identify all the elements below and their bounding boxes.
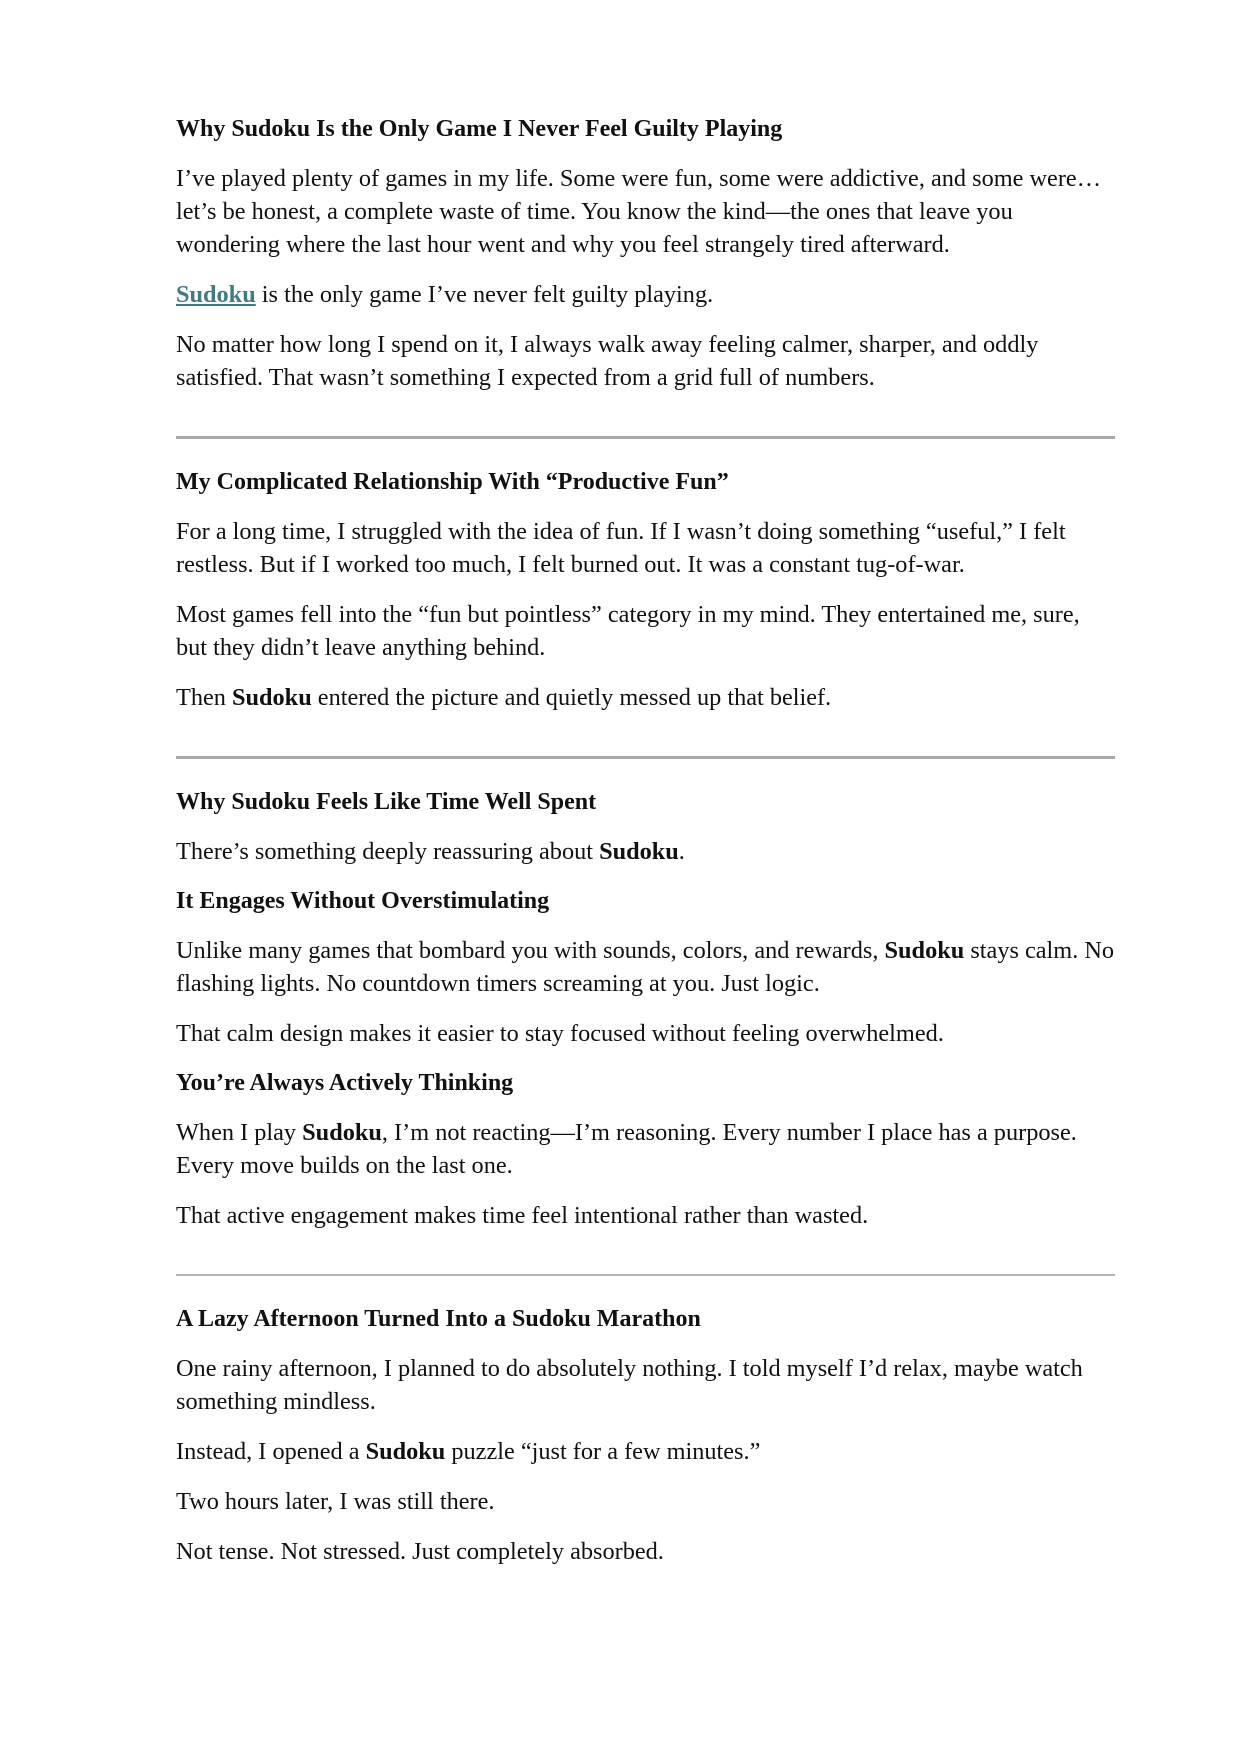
paragraph-text: There’s something deeply reassuring about	[176, 838, 600, 865]
subheading: It Engages Without Overstimulating	[176, 888, 550, 914]
bold-term: Sudoku	[884, 937, 965, 964]
paragraph: One rainy afternoon, I planned to do absolutely nothing. I told myself I’d relax, maybe watch something mindless.	[176, 1355, 1083, 1415]
paragraph: Most games fell into the “fun but pointless” category in my mind. They entertained me, sure, but they didn’t leave anything behind.	[176, 601, 1080, 661]
paragraph	[176, 681, 1115, 714]
paragraph-text: entered the picture and quietly messed up that belief.	[311, 684, 832, 711]
paragraph-text: Instead, I opened a	[176, 1438, 366, 1465]
paragraph	[176, 278, 1115, 311]
paragraph-text: Unlike many games that bombard you with sounds, colors, and rewards,	[176, 937, 885, 964]
section-guilt-free	[176, 113, 1115, 394]
paragraph-text: Then	[176, 684, 232, 711]
bold-term: Sudoku	[365, 1438, 446, 1465]
paragraph: Not tense. Not stressed. Just completely absorbed.	[176, 1538, 664, 1565]
paragraph-text: When I play	[176, 1119, 303, 1146]
section-heading: My Complicated Relationship With “Productive Fun”	[176, 469, 729, 495]
paragraph-text: , I’m not reacting—I’m reasoning. Every number I place has a purpose. Every move builds on the last one.	[176, 1119, 1077, 1179]
bold-term: Sudoku	[232, 684, 312, 711]
section-heading: Why Sudoku Is the Only Game I Never Feel Guilty Playing	[176, 116, 783, 142]
bold-term: Sudoku	[302, 1119, 382, 1146]
sudoku-link[interactable]: Sudoku	[176, 281, 256, 308]
paragraph-text: puzzle “just for a few minutes.”	[445, 1438, 761, 1465]
paragraph: Two hours later, I was still there.	[176, 1488, 495, 1515]
paragraph	[176, 934, 1115, 1000]
paragraph: For a long time, I struggled with the idea of fun. If I wasn’t doing something “useful,” I felt restless. But if I worked too much, I felt burned out. It was a constant tug-of-war.	[176, 518, 1066, 578]
bold-term: Sudoku	[599, 838, 679, 865]
paragraph	[176, 1116, 1115, 1182]
paragraph	[176, 1435, 1115, 1468]
section-sudoku-marathon	[176, 1303, 1115, 1568]
section-divider	[176, 756, 1115, 759]
paragraph: No matter how long I spend on it, I always walk away feeling calmer, sharper, and oddly satisfied. That wasn’t something I expected from a grid full of numbers.	[176, 331, 1039, 391]
paragraph: That calm design makes it easier to stay focused without feeling overwhelmed.	[176, 1020, 944, 1047]
paragraph-text: stays calm. No flashing lights. No countdown timers screaming at you. Just logic.	[176, 937, 1115, 997]
paragraph-text: .	[678, 838, 685, 865]
section-time-well-spent	[176, 786, 1115, 1232]
paragraph: That active engagement makes time feel intentional rather than wasted.	[176, 1202, 869, 1229]
paragraph-text: is the only game I’ve never felt guilty playing.	[255, 281, 714, 308]
section-heading: A Lazy Afternoon Turned Into a Sudoku Marathon	[176, 1306, 701, 1332]
section-productive-fun	[176, 466, 1115, 714]
paragraph	[176, 835, 1115, 868]
section-divider	[176, 1274, 1115, 1276]
section-heading: Why Sudoku Feels Like Time Well Spent	[176, 789, 597, 815]
subheading: You’re Always Actively Thinking	[176, 1070, 514, 1096]
section-divider	[176, 436, 1115, 439]
article	[176, 113, 1115, 1585]
paragraph: I’ve played plenty of games in my life. Some were fun, some were addictive, and some were… let’s be honest, a complete waste of time. You know the kind—the ones that leave you wondering where the last hour went and why you feel strangely tired afterward.	[176, 165, 1102, 258]
